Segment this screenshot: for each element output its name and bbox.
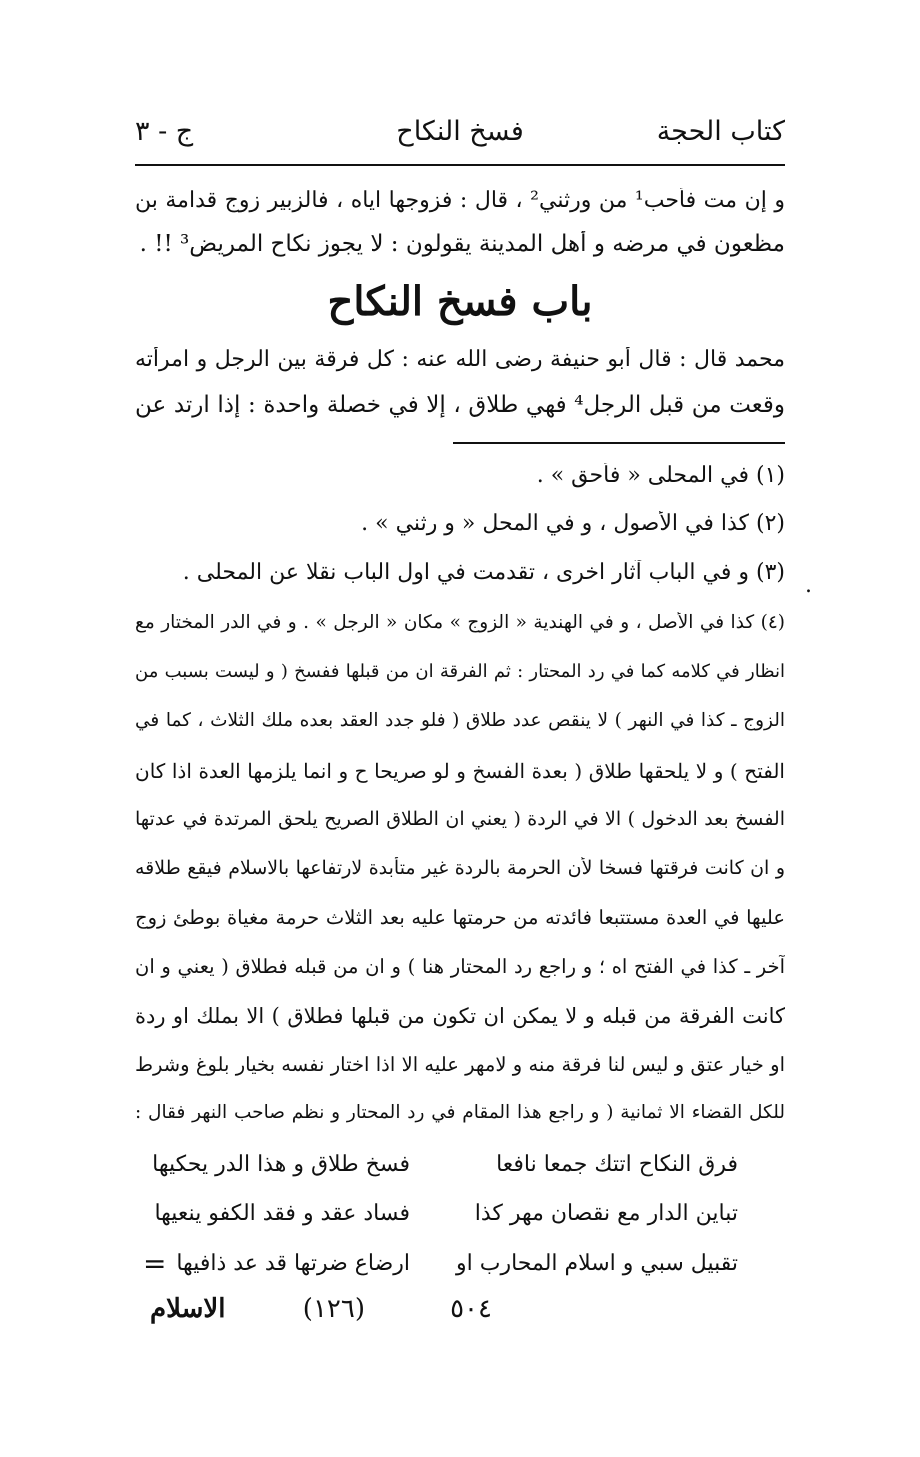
footnote: (١) في المحلى « فأحق » . bbox=[536, 463, 785, 488]
continuation-mark: = bbox=[143, 1247, 167, 1280]
footnote-line: (٤) كذا في الأصل ، و في الهندية « الزوج » مكان « الرجل » . و في الدر المختار مع bbox=[135, 612, 785, 633]
poem-verse-left: فساد عقد و فقد الكفو ينعيها bbox=[154, 1201, 410, 1226]
poem-verse-left: فسخ طلاق و هذا الدر يحكيها bbox=[152, 1152, 410, 1177]
body-line: و إن مت فأحب¹ من ورثني² ، قال : فزوجها اياه ، فالزبير زوج قدامة بن bbox=[135, 188, 785, 213]
poem-verse-left: ارضاع ضرتها قد عد ذافيها bbox=[176, 1251, 410, 1276]
footnote-line: او خيار عتق و ليس لنا فرقة منه و لامهر عليه الا اذا اختار نفسه بخيار بلوغ وشرط bbox=[135, 1053, 785, 1076]
footnote: (٣) و في الباب آثار اخرى ، تقدمت في اول الباب نقلا عن المحلى . bbox=[182, 560, 785, 585]
footnote-line: و ان كانت فرقتها فسخا لأن الحرمة بالردة غير متأبدة لارتفاعها بالاسلام فيقع طلاقه bbox=[135, 857, 785, 879]
footnote-line: الزوج ـ كذا في النهر ) لا ينقص عدد طلاق ( فلو جدد العقد بعده ملك الثلاث ، كما في bbox=[135, 710, 785, 731]
margin-mark: . bbox=[805, 573, 812, 598]
footnote-line: للكل القضاء الا ثمانية ( و راجع هذا المقام في رد المحتار و نظم صاحب النهر فقال : bbox=[135, 1102, 785, 1123]
issue-number: (١٢٦) bbox=[302, 1294, 365, 1324]
footnote-line: آخر ـ كذا في الفتح اه ؛ و راجع رد المحتار هنا ) و ان من قبله فطلاق ( يعني و ان bbox=[135, 955, 785, 978]
poem-verse-right: فرق النكاح اتتك جمعا نافعا bbox=[496, 1152, 738, 1177]
footnote-line: انظار في كلامه كما في رد المحتار : ثم الفرقة ان من قبلها ففسخ ( و ليست بسبب من bbox=[135, 661, 785, 682]
running-header bbox=[135, 112, 785, 166]
page-number: ٥٠٤ bbox=[450, 1294, 492, 1324]
footnote-line: الفسخ بعد الدخول ) الا في الردة ( يعني ان الطلاق الصريح يلحق المرتدة في عدتها bbox=[135, 808, 785, 830]
poem-verse-right: تباين الدار مع نقصان مهر كذا bbox=[474, 1201, 738, 1226]
header-book-title: كتاب الحجة bbox=[656, 116, 785, 147]
header-chapter: فسخ النكاح bbox=[396, 116, 524, 147]
footnote-separator bbox=[453, 442, 785, 444]
body-line: وقعت من قبل الرجل⁴ فهي طلاق ، إلا في خصلة واحدة : إذا ارتد عن bbox=[135, 392, 785, 418]
footnote-line: كانت الفرقة من قبله و لا يمكن ان تكون من قبلها فطلاق ) الا بملك او ردة bbox=[135, 1004, 785, 1028]
section-title: باب فسخ النكاح bbox=[327, 278, 593, 325]
footnote: (٢) كذا في الأصول ، و في المحل « و رثني » . bbox=[361, 511, 785, 536]
journal-name: الاسلام bbox=[150, 1294, 226, 1324]
footnote-line: عليها في العدة مستتبعا فائدته من حرمتها عليه بعد الثلاث حرمة مغياة بوطئ زوج bbox=[135, 906, 785, 929]
body-line: محمد قال : قال أبو حنيفة رضى الله عنه : كل فرقة بين الرجل و امرأته bbox=[135, 347, 785, 372]
header-volume: ج - ٣ bbox=[135, 116, 194, 147]
poem-verse-right: تقبيل سبي و اسلام المحارب او bbox=[456, 1251, 738, 1276]
body-line: مظعون في مرضه و أهل المدينة يقولون : لا يجوز نكاح المريض³ !! . bbox=[139, 231, 785, 257]
footnote-line: الفتح ) و لا يلحقها طلاق ( بعدة الفسخ و لو صريحا ح و انما يلزمها العدة اذا كان bbox=[135, 759, 785, 783]
